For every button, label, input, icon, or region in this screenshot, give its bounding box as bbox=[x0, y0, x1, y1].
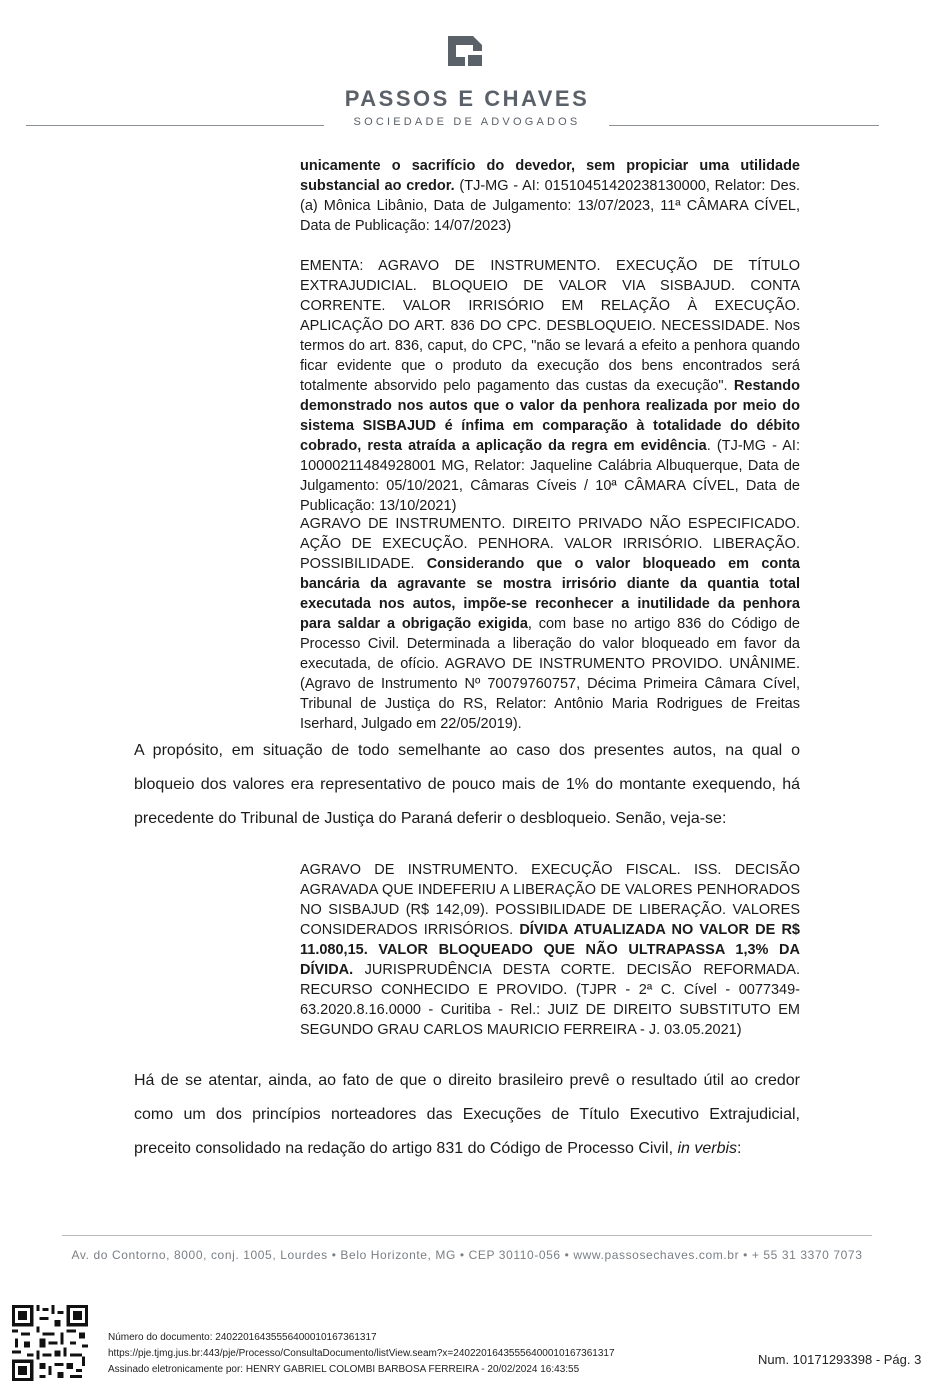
paragraph-2-text-a: Há de se atentar, ainda, ao fato de que o direito brasileiro prevê o resultado útil ao credor como um dos princípios norteadores das Execuções de Título Executivo Extrajudicial, preceito consolidado na redação do artigo 831 do Código de Processo Civil, bbox=[134, 1072, 800, 1157]
citation-3-text-a: AGRAVO DE INSTRUMENTO. DIREITO PRIVADO NÃO ESPECIFICADO. AÇÃO DE EXECUÇÃO. PENHORA. VALOR IRRISÓRIO. LIBERAÇÃO. POSSIBILIDADE. bbox=[300, 516, 800, 572]
citation-2-text-b: . (TJ-MG - AI: 10000211484928001 MG, Relator: Jaqueline Calábria Albuquerque, Data de Julgamento: 05/10/2021, Câmaras Cíveis / 10ª CÂMARA CÍVEL, Data de Publicação: 13/10/2021) bbox=[300, 438, 800, 514]
page-number: Num. 10171293398 - Pág. 3 bbox=[758, 1352, 922, 1367]
signature-info: Assinado eletronicamente por: HENRY GABRIEL COLOMBI BARBOSA FERREIRA - 20/02/2024 16:43:55 bbox=[108, 1364, 580, 1375]
body-paragraph-2 bbox=[134, 1064, 800, 1166]
document-number: Número do documento: 24022016435556400010167361317 bbox=[108, 1332, 377, 1343]
brand-name: PASSOS E CHAVES bbox=[344, 86, 590, 111]
paragraph-2-text-b: : bbox=[737, 1140, 742, 1157]
citation-4-text-a: AGRAVO DE INSTRUMENTO. EXECUÇÃO FISCAL. ISS. DECISÃO AGRAVADA QUE INDEFERIU A LIBERAÇÃO DE VALORES PENHORADOS NO SISBAJUD (R$ 142,09). POSSIBILIDADE DE LIBERAÇÃO. VALORES CONSIDERADOS IRRISÓRIOS. bbox=[300, 862, 800, 938]
body-paragraph-1: A propósito, em situação de todo semelhante ao caso dos presentes autos, na qual o bloqueio dos valores era representativo de pouco mais de 1% do montante exequendo, há precedente do Tribunal de Justiça do Paraná deferir o desbloqueio. Senão, veja-se: bbox=[134, 742, 800, 827]
citation-block-3 bbox=[300, 514, 800, 734]
citation-3-emphasis: Considerando que o valor bloqueado em conta bancária da agravante se mostra irrisório diante da quantia total executada nos autos, impõe-se reconhecer a inutilidade da penhora para saldar a obrigação exigida bbox=[300, 556, 800, 632]
citation-4-text-b: JURISPRUDÊNCIA DESTA CORTE. DECISÃO REFORMADA. RECURSO CONHECIDO E PROVIDO. (TJPR - 2ª C. Cível - 0077349-63.2020.8.16.0000 - Curitiba - Rel.: JUIZ DE DIREITO SUBSTITUTO EM SEGUNDO GRAU CARLOS MAURICIO FERREIRA - J. 03.05.2021) bbox=[300, 962, 800, 1038]
citation-block-4 bbox=[300, 860, 800, 1040]
document-info bbox=[108, 1330, 615, 1378]
pc-logo-icon bbox=[445, 33, 485, 69]
citation-4-emphasis: DÍVIDA ATUALIZADA NO VALOR DE R$ 11.080,15. VALOR BLOQUEADO QUE NÃO ULTRAPASSA 1,3% DA DÍVIDA. bbox=[300, 922, 800, 978]
citation-1-emphasis: unicamente o sacrifício do devedor, sem propiciar uma utilidade substancial ao credor. bbox=[300, 158, 800, 194]
qr-code-icon bbox=[12, 1305, 88, 1381]
citation-block-2 bbox=[300, 256, 800, 516]
brand-subtitle: SOCIEDADE DE ADVOGADOS bbox=[353, 116, 581, 128]
citation-2-text-a: EMENTA: AGRAVO DE INSTRUMENTO. EXECUÇÃO DE TÍTULO EXTRAJUDICIAL. BLOQUEIO DE VALOR VIA SISBAJUD. CONTA CORRENTE. VALOR IRRISÓRIO EM RELAÇÃO À EXECUÇÃO. APLICAÇÃO DO ART. 836 DO CPC. DESBLOQUEIO. NECESSIDADE. Nos termos do art. 836, caput, do CPC, "não se levará a efeito a penhora quando ficar evidente que o produto da execução dos bens encontrados será totalmente absorvido pelo pagamento das custas da execução". bbox=[300, 258, 800, 394]
citation-1-text: (TJ-MG - AI: 01510451420238130000, Relator: Des.(a) Mônica Libânio, Data de Julgamento: 13/07/2023, 11ª CÂMARA CÍVEL, Data de Publicação: 14/07/2023) bbox=[300, 178, 800, 234]
footer-address: Av. do Contorno, 8000, conj. 1005, Lourdes • Belo Horizonte, MG • CEP 30110-056 • www.passosechaves.com.br • + 55 31 3370 7073 bbox=[71, 1248, 863, 1262]
citation-block-1 bbox=[300, 156, 800, 236]
citation-3-text-b: , com base no artigo 836 do Código de Processo Civil. Determinada a liberação do valor bloqueado em favor da executada, de ofício. AGRAVO DE INSTRUMENTO PROVIDO. UNÂNIME. (Agravo de Instrumento Nº 70079760757, Décima Primeira Câmara Cível, Tribunal de Justiça do RS, Relator: Antônio Maria Rodrigues de Freitas Iserhard, Julgado em 22/05/2019). bbox=[300, 616, 800, 732]
document-url[interactable]: https://pje.tjmg.jus.br:443/pje/Processo/ConsultaDocumento/listView.seam?x=24022016435556400010167361317 bbox=[108, 1348, 615, 1359]
paragraph-2-italic: in verbis bbox=[677, 1140, 738, 1157]
citation-2-emphasis: Restando demonstrado nos autos que o valor da penhora realizada por meio do sistema SISBAJUD é ínfima em comparação à totalidade do débito cobrado, resta atraída a aplicação da regra em evidência bbox=[300, 378, 800, 454]
footer-divider bbox=[62, 1235, 872, 1236]
